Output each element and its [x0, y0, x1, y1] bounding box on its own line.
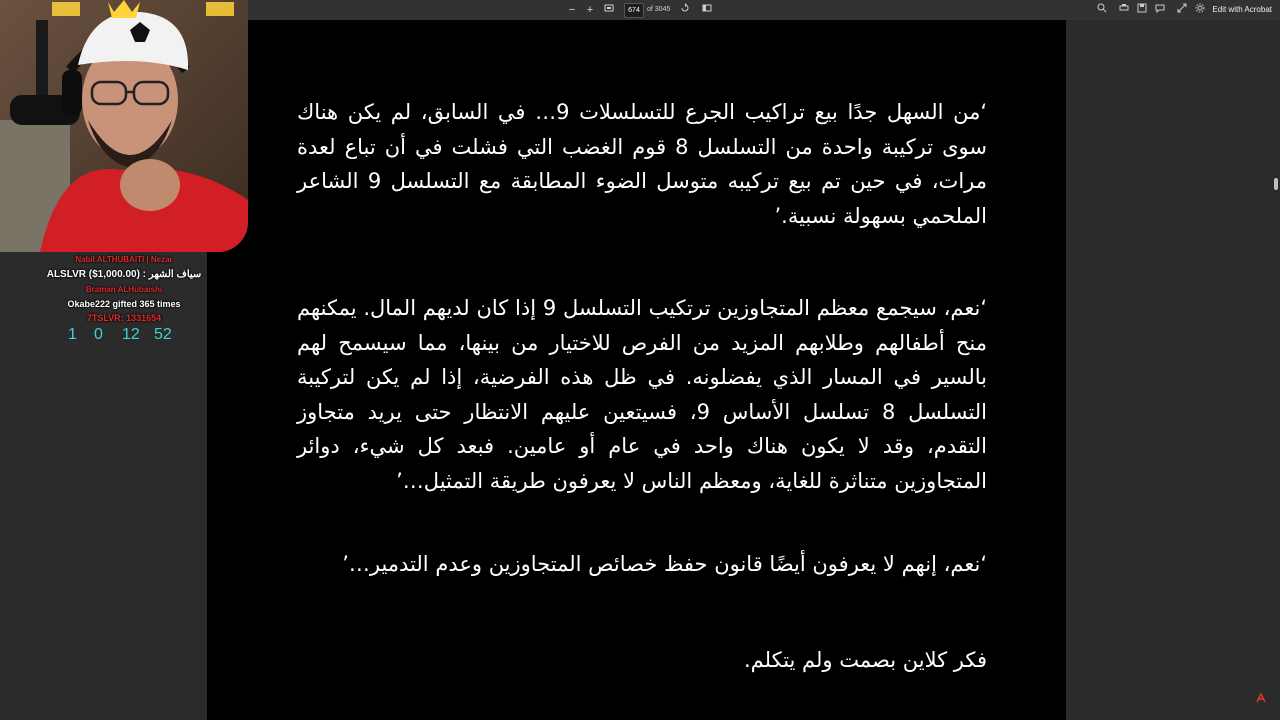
counter-value: 1 [68, 326, 77, 343]
page-view-icon[interactable] [701, 3, 713, 17]
print-icon[interactable] [1118, 3, 1130, 17]
webcam-overlay [0, 0, 248, 252]
acrobat-icon[interactable] [1255, 692, 1267, 704]
comment-icon[interactable] [1154, 3, 1166, 17]
pdf-page [207, 20, 1066, 720]
supporter-line: Nabil ALTHUBAITI | Nezar [75, 255, 173, 264]
zoom-in-button[interactable]: + [586, 4, 594, 16]
page-total: of 3045 [647, 6, 671, 13]
search-icon[interactable] [1096, 3, 1108, 17]
supporter-line: Braman ALHubaishi [85, 285, 163, 294]
scrollbar-track[interactable] [1270, 20, 1280, 720]
top-donor-line: ALSLVR ($1,000.00) : سياف الشهر [46, 269, 202, 280]
edit-with-acrobat-button[interactable]: Edit with Acrobat [1212, 5, 1272, 14]
expand-icon[interactable] [1176, 3, 1188, 17]
fit-page-icon[interactable] [603, 3, 615, 17]
paragraph: ‘من السهل جدًا بيع تراكيب الجرع للتسلسلات 9… في السابق، لم يكن هناك سوى تركيبة واحدة من التسلسل 8 قوم الغضب التي فشلت في أن تباع لعدة مرات، في حين تم بيع تركيبه متوسل الضوء المطابقة مع التسلسل 9 الشاعر الملحمي بسهولة نسبية.’ [297, 100, 987, 228]
zoom-out-button[interactable]: − [568, 4, 576, 16]
streamer-webcam-image [0, 0, 248, 252]
gear-icon[interactable] [1194, 3, 1206, 17]
paragraph: ‘نعم، إنهم لا يعرفون أيضًا قانون حفظ خصائص المتجاوزين وعدم التدمير…’ [342, 552, 987, 576]
paragraph: فكر كلاين بصمت ولم يتكلم. [744, 648, 987, 672]
gift-line: Okabe222 gifted 365 times [67, 299, 181, 309]
rotate-icon[interactable] [679, 3, 691, 17]
supporter-line: 7TSLVR: 1331654 [86, 313, 162, 323]
counter-value: 12 [122, 326, 140, 343]
scrollbar-thumb[interactable] [1274, 178, 1278, 190]
counter-value: 52 [154, 326, 172, 343]
counter-value: 0 [94, 326, 103, 343]
page-number-input[interactable]: 674 [624, 3, 644, 18]
paragraph: ‘نعم، سيجمع معظم المتجاوزين ترتكيب التسلسل 9 إذا كان لديهم المال. يمكنهم منح أطفالهم وطلابهم المزيد من الفرص للاختيار من بينها، مما سيسمح لهم بالسير في المسار الذي يفضلونه. في ظل هذه الفرضية، إذا لم يكن لتركيبة التسلسل 8 تسلسل الأساس 9، فسيتعين عليهم الانتظار حتى يريد متجاوز التقدم، وقد لا يكون هناك واحد في عام أو عامين. فبعد كل شيء، دوائر المتجاوزين متناثرة للغاية، ومعظم الناس لا يعرفون طريقة التمثيل…’ [297, 296, 988, 493]
save-icon[interactable] [1136, 3, 1148, 17]
